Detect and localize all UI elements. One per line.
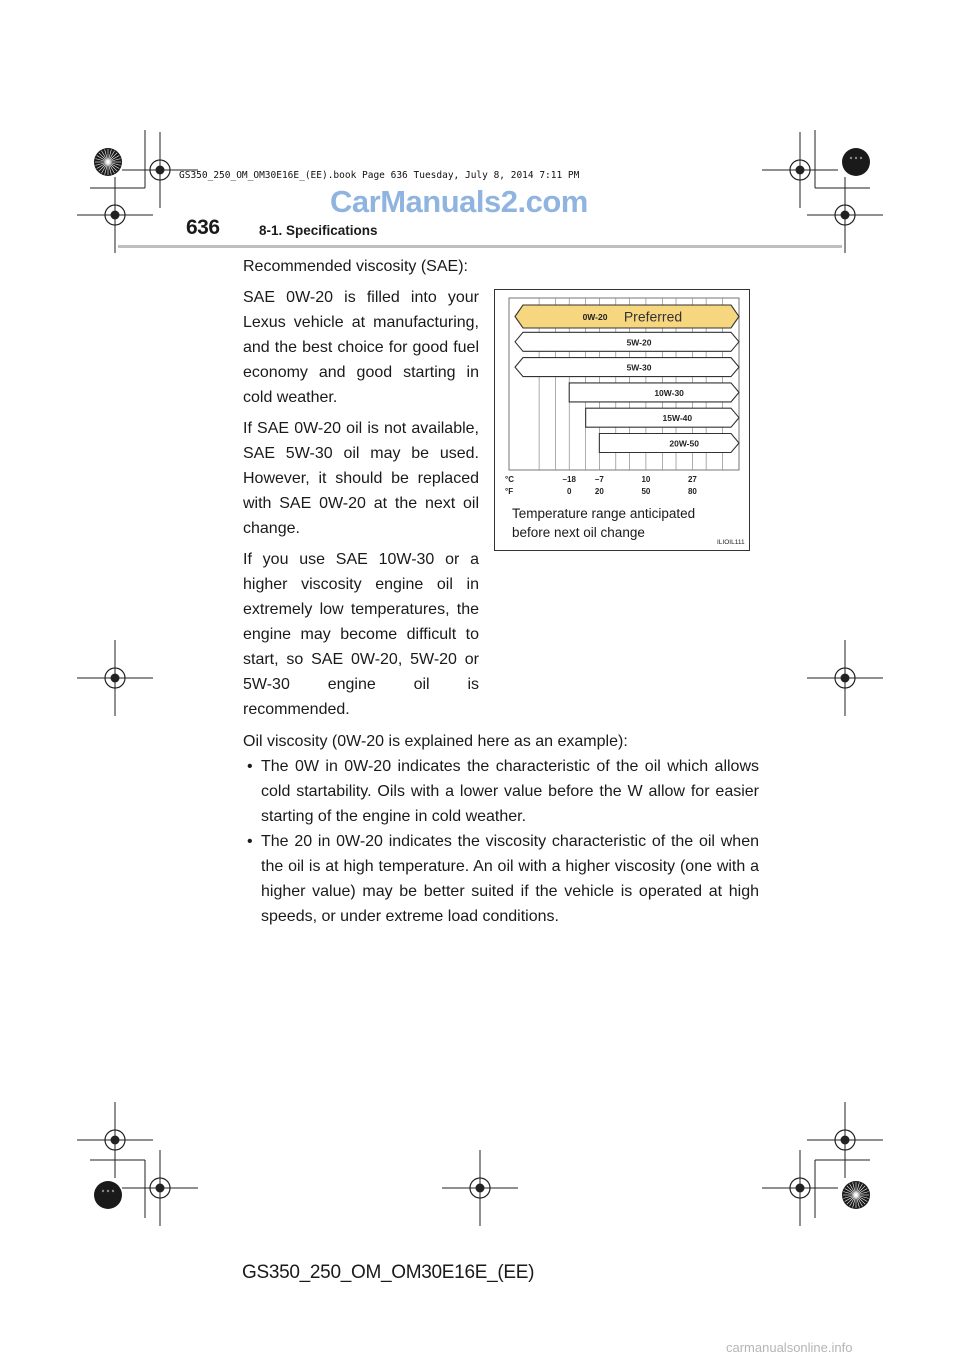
starburst-ray <box>108 162 115 173</box>
preferred-label: Preferred <box>623 308 683 325</box>
starburst-ray <box>856 1195 865 1204</box>
figure-code: ILIOIL111 <box>717 539 745 546</box>
starburst-ray <box>105 149 108 162</box>
crosshair-mark <box>807 640 883 716</box>
section-title: 8-1. Specifications <box>259 223 378 238</box>
crosshair-mark <box>762 1150 838 1226</box>
grade-label: 15W-40 <box>662 413 693 424</box>
crosshair-dot <box>796 166 805 175</box>
bullet-symbol: • <box>247 833 253 850</box>
dot-mark <box>842 148 870 176</box>
unit-celsius: °C <box>505 475 514 484</box>
crosshair-ring <box>470 1178 490 1198</box>
grade-label: 5W-30 <box>626 362 652 373</box>
bullet-text: The 0W in 0W-20 indicates the characteristic of the oil which allows cold startability. Oils with a lower value before the W allow for easier starting of the engine in cold weather. <box>261 758 759 825</box>
starburst-ray <box>95 162 108 165</box>
starburst-ray <box>845 1189 856 1196</box>
unit-fahrenheit: °F <box>505 487 514 496</box>
tick-fahrenheit: 80 <box>687 487 697 496</box>
starburst-ray <box>856 1186 865 1195</box>
starburst-ray <box>856 1195 869 1198</box>
grade-label: 0W-20 <box>582 312 608 322</box>
starburst-ray <box>850 1184 857 1195</box>
starburst-ray <box>108 162 121 165</box>
tick-celsius: 10 <box>641 475 651 484</box>
chart-caption <box>512 504 732 542</box>
starburst-ray <box>99 162 108 171</box>
paragraph-viscosity-example: Oil viscosity (0W-20 is explained here as an example): <box>243 733 628 750</box>
starburst-ray <box>108 162 111 175</box>
crosshair-dot <box>111 211 120 220</box>
crosshair-mark <box>77 177 153 253</box>
tick-celsius: –7 <box>594 475 604 484</box>
paragraph-low-temperature: If you use SAE 10W-30 or a higher viscosity engine oil in extremely low temperatures, the engine may become difficult to start, so SAE 0W-20, 5W-20 or 5W-30 engine oil is recommended. <box>243 551 479 718</box>
tick-fahrenheit: 20 <box>594 487 604 496</box>
crosshair-mark <box>807 1102 883 1178</box>
grade-label: 20W-50 <box>669 438 699 449</box>
starburst-ray <box>847 1195 856 1204</box>
grade-label: 5W-20 <box>626 337 652 348</box>
starburst-ray <box>108 162 119 169</box>
crosshair-mark <box>442 1150 518 1226</box>
crosshair-mark <box>77 640 153 716</box>
paragraph-5w30-alternative: If SAE 0W-20 oil is not available, SAE 5W-30 oil may be used. However, it should be replaced with SAE 0W-20 at the next oil change. <box>243 420 479 537</box>
dot-grain <box>855 157 857 159</box>
starburst-mark <box>842 1181 870 1209</box>
starburst-ray <box>108 149 111 162</box>
crosshair-ring <box>790 160 810 180</box>
bullet-text: The 20 in 0W-20 indicates the viscosity characteristic of the oil when the oil is at high temperature. An oil with a higher viscosity (one with a higher value) may be better suited if the vehicle is operated at high speeds, or under extreme load conditions. <box>261 833 759 925</box>
starburst-ray <box>97 156 108 163</box>
starburst-ray <box>99 153 108 162</box>
crosshair-dot <box>476 1184 485 1193</box>
crosshair-ring <box>105 1130 125 1150</box>
starburst-ray <box>843 1195 856 1198</box>
dot-grain <box>860 157 862 159</box>
starburst-ray <box>856 1182 859 1195</box>
bullet-symbol: • <box>247 758 253 775</box>
footer-document-id: GS350_250_OM_OM30E16E_(EE) <box>242 1262 535 1283</box>
starburst-ray <box>97 162 108 169</box>
caption-line-2: before next oil change <box>512 525 645 540</box>
tick-celsius: –18 <box>562 475 576 484</box>
starburst-disc <box>842 1181 870 1209</box>
starburst-ray <box>102 151 109 162</box>
starburst-ray <box>856 1195 867 1202</box>
starburst-ray <box>847 1186 856 1195</box>
starburst-ray <box>105 162 108 175</box>
header-rule <box>118 245 842 248</box>
heading-recommended-viscosity: Recommended viscosity (SAE): <box>243 258 468 275</box>
crosshair-dot <box>841 211 850 220</box>
tick-celsius: 27 <box>687 475 697 484</box>
crosshair-ring <box>105 668 125 688</box>
starburst-ray <box>108 162 117 171</box>
caption-line-1: Temperature range anticipated <box>512 506 696 521</box>
starburst-ray <box>108 159 121 162</box>
dot-disc <box>842 148 870 176</box>
starburst-ray <box>856 1189 867 1196</box>
watermark-top: CarManuals2.com <box>330 184 588 219</box>
starburst-ray <box>108 156 119 163</box>
starburst-ray <box>845 1195 856 1202</box>
dot-grain <box>102 1190 104 1192</box>
crosshair-mark <box>77 1102 153 1178</box>
starburst-ray <box>850 1195 857 1206</box>
starburst-ray <box>95 159 108 162</box>
starburst-ray <box>856 1195 859 1208</box>
starburst-ray <box>108 151 115 162</box>
dot-grain <box>107 1190 109 1192</box>
crosshair-ring <box>835 205 855 225</box>
crosshair-dot <box>796 1184 805 1193</box>
watermark-bottom: carmanualsonline.info <box>726 1340 853 1355</box>
dot-disc <box>94 1181 122 1209</box>
starburst-ray <box>856 1184 863 1195</box>
crosshair-mark <box>762 132 838 208</box>
crosshair-mark <box>122 1150 198 1226</box>
crosshair-mark <box>807 177 883 253</box>
tick-fahrenheit: 50 <box>641 487 651 496</box>
crosshair-ring <box>835 668 855 688</box>
starburst-ray <box>843 1192 856 1195</box>
starburst-ray <box>856 1192 869 1195</box>
paragraph-0w20-factory: SAE 0W-20 is filled into your Lexus vehicle at manufacturing, and the best choice for good fuel economy and good starting in cold weather. <box>243 289 479 406</box>
crosshair-ring <box>150 1178 170 1198</box>
starburst-ray <box>856 1195 863 1206</box>
starburst-ray <box>102 162 109 173</box>
crosshair-dot <box>111 1136 120 1145</box>
crosshair-ring <box>105 205 125 225</box>
crosshair-dot <box>156 1184 165 1193</box>
starburst-disc <box>94 148 122 176</box>
crosshair-dot <box>841 1136 850 1145</box>
dot-grain <box>112 1190 114 1192</box>
dot-grain <box>850 157 852 159</box>
starburst-ray <box>853 1182 856 1195</box>
bullet-high-temperature <box>247 829 759 929</box>
starburst-ray <box>853 1195 856 1208</box>
starburst-mark <box>94 148 122 176</box>
grade-label: 10W-30 <box>654 387 684 398</box>
crosshair-dot <box>156 166 165 175</box>
crosshair-dot <box>111 674 120 683</box>
bullet-cold-startability <box>247 754 759 829</box>
oil-viscosity-chart <box>494 289 750 551</box>
crosshair-ring <box>150 160 170 180</box>
starburst-ray <box>108 153 117 162</box>
book-stamp: GS350_250_OM_OM30E16E_(EE).book Page 636 Tuesday, July 8, 2014 7:11 PM <box>179 170 580 181</box>
crosshair-ring <box>835 1130 855 1150</box>
crosshair-dot <box>841 674 850 683</box>
page-number: 636 <box>186 216 220 239</box>
dot-mark <box>94 1181 122 1209</box>
crosshair-ring <box>790 1178 810 1198</box>
tick-fahrenheit: 0 <box>567 487 572 496</box>
